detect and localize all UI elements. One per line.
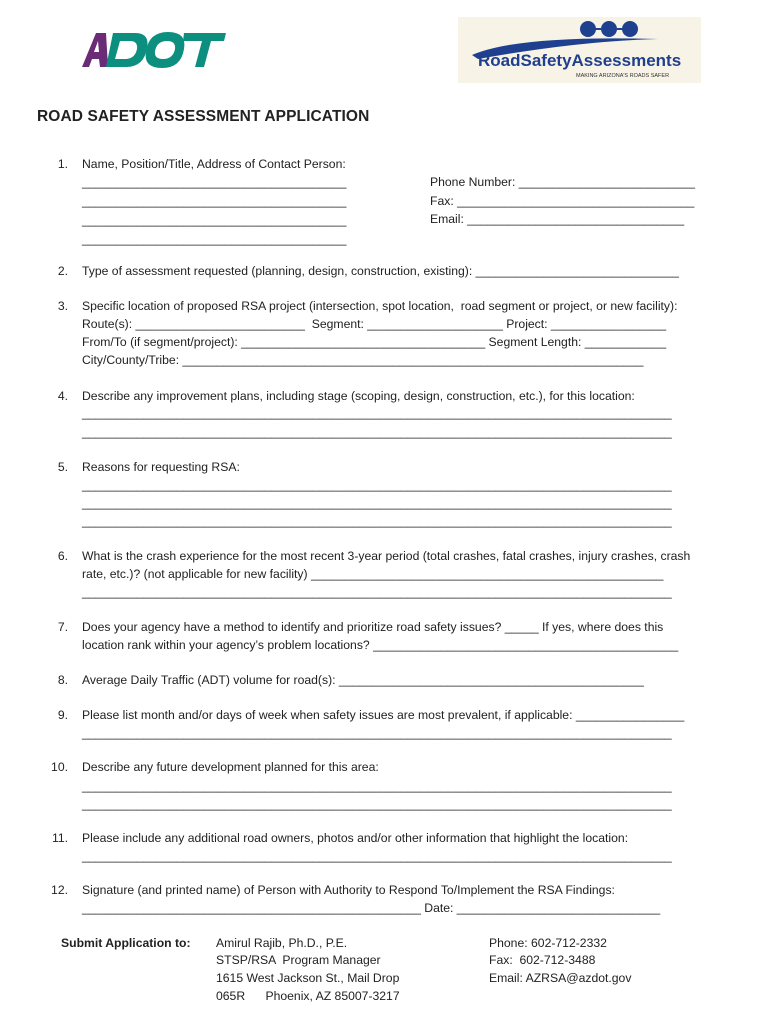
q10-answer-line-1: _______________________________________________________________________________________ bbox=[82, 779, 672, 793]
q3-label: Specific location of proposed RSA project (intersection, spot location, road segment or project, or new facility): bbox=[82, 299, 678, 313]
q5-answer-line-2: _______________________________________________________________________________________ bbox=[82, 496, 672, 510]
q7-number: 7. bbox=[57, 620, 68, 634]
q12-label: Signature (and printed name) of Person with Authority to Respond To/Implement the RSA Findings: bbox=[82, 883, 615, 897]
adot-logo-mark bbox=[80, 30, 230, 70]
q4-answer-line-2: _______________________________________________________________________________________ bbox=[82, 425, 672, 439]
q6-number: 6. bbox=[57, 549, 68, 563]
q1-contact-line-1: _______________________________________ bbox=[82, 175, 347, 189]
q5-answer-line-1: _______________________________________________________________________________________ bbox=[82, 478, 672, 492]
submit-contact-name: Amirul Rajib, Ph.D., P.E. bbox=[216, 936, 348, 950]
q7-label-continued: location rank within your agency’s problem locations? _____________________________________________ bbox=[82, 638, 679, 652]
submit-contact-title: STSP/RSA Program Manager bbox=[216, 953, 381, 967]
page-title: ROAD SAFETY ASSESSMENT APPLICATION bbox=[37, 108, 370, 125]
q1-contact-line-4: _______________________________________ bbox=[82, 232, 347, 246]
q9-number: 9. bbox=[57, 708, 68, 722]
q6-answer-line: _______________________________________________________________________________________ bbox=[82, 585, 672, 599]
q12-signature-date-line: __________________________________________________ Date: ______________________________ bbox=[82, 901, 661, 915]
q3-city-county-tribe: City/County/Tribe: ____________________________________________________________________ bbox=[82, 353, 644, 367]
q2-number: 2. bbox=[57, 264, 68, 278]
q3-route-segment-project: Route(s): _________________________ Segment: ____________________ Project: _________________ bbox=[82, 317, 667, 331]
submit-contact-city: 065R Phoenix, AZ 85007-3217 bbox=[216, 989, 400, 1003]
q5-label: Reasons for requesting RSA: bbox=[82, 460, 240, 474]
road-safety-assessments-logo bbox=[458, 17, 701, 83]
q3-number: 3. bbox=[57, 299, 68, 313]
rsa-logo-text: RoadSafetyAssessments bbox=[478, 51, 682, 70]
q5-answer-line-3: _______________________________________________________________________________________ bbox=[82, 514, 672, 528]
q12-number: 12. bbox=[51, 883, 68, 897]
submit-contact-email[interactable]: Email: AZRSA@azdot.gov bbox=[489, 971, 632, 985]
q4-number: 4. bbox=[57, 389, 68, 403]
q1-contact-line-3: _______________________________________ bbox=[82, 213, 347, 227]
q2-label: Type of assessment requested (planning, design, construction, existing): ______________________________ bbox=[82, 264, 679, 278]
q1-contact-line-2: _______________________________________ bbox=[82, 194, 347, 208]
q7-label: Does your agency have a method to identify and prioritize road safety issues? _____ If yes, where does this bbox=[82, 620, 664, 634]
q10-label: Describe any future development planned for this area: bbox=[82, 760, 379, 774]
q1-phone-field: Phone Number: __________________________ bbox=[430, 175, 695, 189]
q1-email-field: Email: ________________________________ bbox=[430, 212, 685, 226]
q6-label: What is the crash experience for the most recent 3-year period (total crashes, fatal crashes, injury crashes, crash bbox=[82, 549, 691, 563]
submit-contact-street: 1615 West Jackson St., Mail Drop bbox=[216, 971, 400, 985]
q1-number: 1. bbox=[57, 157, 68, 171]
q10-number: 10. bbox=[51, 760, 68, 774]
q8-number: 8. bbox=[57, 673, 68, 687]
q11-number: 11. bbox=[51, 831, 68, 845]
submit-label: Submit Application to: bbox=[61, 936, 191, 950]
adot-logo bbox=[80, 30, 230, 70]
q10-answer-line-2: _______________________________________________________________________________________ bbox=[82, 797, 672, 811]
submit-contact-fax: Fax: 602-712-3488 bbox=[489, 953, 596, 967]
q11-answer-line: _______________________________________________________________________________________ bbox=[82, 849, 672, 863]
rsa-logo-tagline: MAKING ARIZONA'S ROADS SAFER bbox=[576, 73, 670, 79]
q1-fax-field: Fax: ___________________________________ bbox=[430, 194, 695, 208]
road-safety-assessments-emblem bbox=[458, 17, 701, 83]
q6-label-continued: rate, etc.)? (not applicable for new facility) ____________________________________________________ bbox=[82, 567, 664, 581]
q9-label: Please list month and/or days of week when safety issues are most prevalent, if applicable: ________________ bbox=[82, 708, 685, 722]
q4-answer-line-1: _______________________________________________________________________________________ bbox=[82, 406, 672, 420]
q5-number: 5. bbox=[57, 460, 68, 474]
q3-from-to-length: From/To (if segment/project): ____________________________________ Segment Length: ____________ bbox=[82, 335, 667, 349]
q8-label: Average Daily Traffic (ADT) volume for road(s): _____________________________________________ bbox=[82, 673, 644, 687]
q11-label: Please include any additional road owners, photos and/or other information that highlight the location: bbox=[82, 831, 629, 845]
q4-label: Describe any improvement plans, including stage (scoping, design, construction, etc.), for this location: bbox=[82, 389, 635, 403]
submit-contact-phone: Phone: 602-712-2332 bbox=[489, 936, 607, 950]
q1-label: Name, Position/Title, Address of Contact Person: bbox=[82, 157, 346, 171]
q9-answer-line: _______________________________________________________________________________________ bbox=[82, 726, 672, 740]
